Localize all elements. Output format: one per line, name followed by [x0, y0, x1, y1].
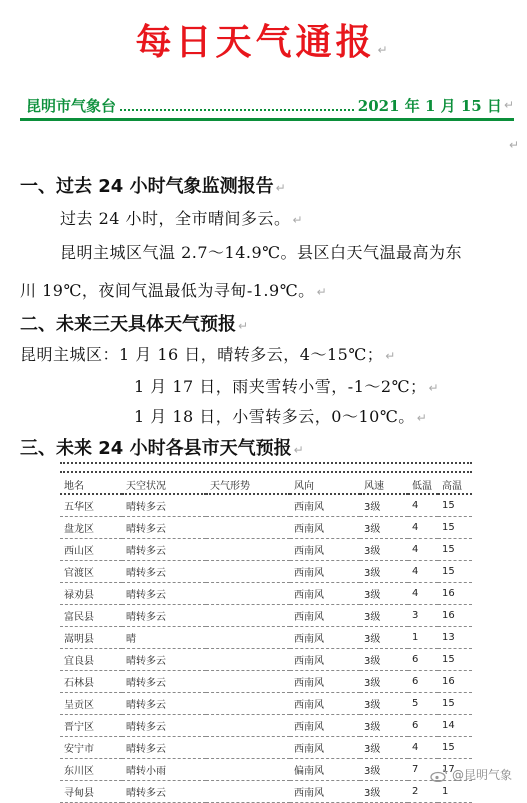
cell-wind-speed: 3级 — [360, 671, 408, 693]
cell-sky: 晴转小雨 — [122, 759, 206, 781]
cell-high-temp: 15 — [438, 539, 472, 561]
cell-sky: 晴转多云 — [122, 693, 206, 715]
cell-pattern — [206, 715, 290, 737]
cell-sky: 晴转多云 — [122, 561, 206, 583]
cell-wind-speed: 3级 — [360, 517, 408, 539]
section1-heading: 一、过去 24 小时气象监测报告 ↵ — [20, 176, 286, 197]
cell-high-temp: 16 — [438, 605, 472, 627]
cell-wind-direction: 西南风 — [290, 781, 360, 803]
cell-wind-speed: 3级 — [360, 759, 408, 781]
cell-wind-speed: 3级 — [360, 583, 408, 605]
cell-sky: 晴转多云 — [122, 781, 206, 803]
paragraph-mark-icon: ↵ — [509, 138, 520, 152]
cell-low-temp: 1 — [408, 627, 438, 649]
section3-heading: 三、未来 24 小时各县市天气预报 ↵ — [20, 438, 304, 459]
cell-low-temp: 3 — [408, 605, 438, 627]
cell-place: 西山区 — [60, 539, 122, 561]
cell-low-temp: 4 — [408, 561, 438, 583]
cell-pattern — [206, 583, 290, 605]
cell-low-temp: 4 — [408, 737, 438, 759]
section2-heading: 二、未来三天具体天气预报 ↵ — [20, 314, 249, 335]
cell-pattern — [206, 759, 290, 781]
forecast-line-1: 昆明主城区：1 月 16 日，晴转多云，4～15℃； ↵ — [20, 345, 396, 364]
county-forecast-table — [60, 462, 472, 803]
section1-paragraph-2b: 川 19℃，夜间气温最低为寻甸-1.9℃。 ↵ — [20, 281, 328, 300]
col-header-wind-speed: 风速 — [360, 475, 408, 494]
forecast-line-2: 1 月 17 日，雨夹雪转小雪，-1～2℃； ↵ — [134, 377, 440, 396]
cell-pattern — [206, 649, 290, 671]
cell-place: 东川区 — [60, 759, 122, 781]
weibo-icon — [430, 768, 448, 782]
cell-place: 禄劝县 — [60, 583, 122, 605]
cell-low-temp: 4 — [408, 517, 438, 539]
cell-high-temp: 15 — [438, 561, 472, 583]
report-header — [26, 94, 514, 116]
report-title: 每日天气通报 ↵ — [135, 22, 392, 63]
section1-paragraph-2a: 昆明主城区气温 2.7～14.9℃。县区白天气温最高为东 — [60, 243, 463, 262]
table-row — [60, 583, 472, 605]
watermark — [430, 766, 512, 783]
table-header-row — [60, 475, 472, 494]
cell-place: 盘龙区 — [60, 517, 122, 539]
report-date: 2021 年 1 月 15 日 — [357, 96, 502, 115]
table-row — [60, 715, 472, 737]
table-row — [60, 539, 472, 561]
table-row — [60, 649, 472, 671]
cell-high-temp: 16 — [438, 583, 472, 605]
cell-wind-direction: 西南风 — [290, 693, 360, 715]
cell-place: 嵩明县 — [60, 627, 122, 649]
cell-place: 石林县 — [60, 671, 122, 693]
cell-high-temp: 15 — [438, 517, 472, 539]
cell-wind-speed: 3级 — [360, 737, 408, 759]
cell-wind-speed: 3级 — [360, 781, 408, 803]
table-border-top — [60, 462, 472, 470]
table-row — [60, 517, 472, 539]
paragraph-mark-icon: ↵ — [503, 98, 514, 112]
cell-wind-speed: 3级 — [360, 561, 408, 583]
cell-place: 安宁市 — [60, 737, 122, 759]
col-header-low-temp: 低温 — [408, 475, 438, 494]
forecast-line-3: 1 月 18 日，小雪转多云，0～10℃。 ↵ — [134, 407, 428, 426]
cell-low-temp: 6 — [408, 715, 438, 737]
table-row — [60, 737, 472, 759]
cell-wind-direction: 偏南风 — [290, 759, 360, 781]
cell-high-temp: 16 — [438, 671, 472, 693]
col-header-place: 地名 — [60, 475, 122, 494]
header-rule — [20, 118, 514, 121]
cell-low-temp: 2 — [408, 781, 438, 803]
cell-wind-direction: 西南风 — [290, 605, 360, 627]
cell-low-temp: 4 — [408, 494, 438, 517]
cell-high-temp: 13 — [438, 627, 472, 649]
watermark-text: @昆明气象 — [452, 768, 513, 782]
cell-pattern — [206, 561, 290, 583]
section1-paragraph-1: 过去 24 小时，全市晴间多云。 ↵ — [60, 209, 304, 228]
cell-pattern — [206, 539, 290, 561]
cell-pattern — [206, 494, 290, 517]
cell-wind-speed: 3级 — [360, 605, 408, 627]
cell-wind-direction: 西南风 — [290, 649, 360, 671]
cell-low-temp: 6 — [408, 671, 438, 693]
table-row — [60, 561, 472, 583]
cell-wind-speed: 3级 — [360, 715, 408, 737]
cell-wind-direction: 西南风 — [290, 627, 360, 649]
cell-sky: 晴转多云 — [122, 605, 206, 627]
cell-wind-speed: 3级 — [360, 539, 408, 561]
cell-place: 富民县 — [60, 605, 122, 627]
cell-place: 宜良县 — [60, 649, 122, 671]
table-row — [60, 605, 472, 627]
cell-high-temp: 15 — [438, 494, 472, 517]
cell-place: 官渡区 — [60, 561, 122, 583]
table-row — [60, 671, 472, 693]
paragraph-mark-icon: ↵ — [377, 43, 392, 57]
cell-pattern — [206, 605, 290, 627]
table-row — [60, 759, 472, 781]
cell-sky: 晴转多云 — [122, 583, 206, 605]
cell-wind-direction: 西南风 — [290, 494, 360, 517]
cell-high-temp: 15 — [438, 737, 472, 759]
cell-wind-speed: 3级 — [360, 627, 408, 649]
cell-high-temp: 15 — [438, 649, 472, 671]
cell-wind-direction: 西南风 — [290, 737, 360, 759]
cell-pattern — [206, 737, 290, 759]
cell-place: 晋宁区 — [60, 715, 122, 737]
cell-low-temp: 5 — [408, 693, 438, 715]
cell-sky: 晴转多云 — [122, 517, 206, 539]
cell-low-temp: 4 — [408, 583, 438, 605]
cell-wind-speed: 3级 — [360, 649, 408, 671]
cell-high-temp: 15 — [438, 693, 472, 715]
cell-wind-direction: 西南风 — [290, 561, 360, 583]
cell-high-temp: 17 — [438, 759, 472, 781]
col-header-pattern: 天气形势 — [206, 475, 290, 494]
cell-wind-speed: 3级 — [360, 494, 408, 517]
cell-place: 呈贡区 — [60, 693, 122, 715]
cell-low-temp: 6 — [408, 649, 438, 671]
cell-low-temp: 7 — [408, 759, 438, 781]
dotted-leader — [120, 99, 354, 111]
cell-sky: 晴转多云 — [122, 737, 206, 759]
cell-pattern — [206, 517, 290, 539]
cell-high-temp: 14 — [438, 715, 472, 737]
issuing-org: 昆明市气象台 — [26, 96, 117, 115]
cell-high-temp: 1 — [438, 781, 472, 803]
cell-sky: 晴转多云 — [122, 671, 206, 693]
cell-wind-direction: 西南风 — [290, 715, 360, 737]
cell-wind-direction: 西南风 — [290, 671, 360, 693]
cell-pattern — [206, 693, 290, 715]
col-header-high-temp: 高温 — [438, 475, 472, 494]
cell-sky: 晴转多云 — [122, 715, 206, 737]
cell-wind-direction: 西南风 — [290, 539, 360, 561]
table-row — [60, 693, 472, 715]
cell-low-temp: 4 — [408, 539, 438, 561]
col-header-sky: 天空状况 — [122, 475, 206, 494]
cell-place: 五华区 — [60, 494, 122, 517]
cell-pattern — [206, 671, 290, 693]
cell-wind-direction: 西南风 — [290, 583, 360, 605]
cell-wind-speed: 3级 — [360, 693, 408, 715]
cell-place: 寻甸县 — [60, 781, 122, 803]
table-row — [60, 494, 472, 517]
table-row — [60, 627, 472, 649]
cell-wind-direction: 西南风 — [290, 517, 360, 539]
table-body — [60, 494, 472, 803]
cell-sky: 晴转多云 — [122, 494, 206, 517]
cell-sky: 晴 — [122, 627, 206, 649]
cell-sky: 晴转多云 — [122, 539, 206, 561]
col-header-wind-direction: 风向 — [290, 475, 360, 494]
cell-sky: 晴转多云 — [122, 649, 206, 671]
cell-pattern — [206, 627, 290, 649]
